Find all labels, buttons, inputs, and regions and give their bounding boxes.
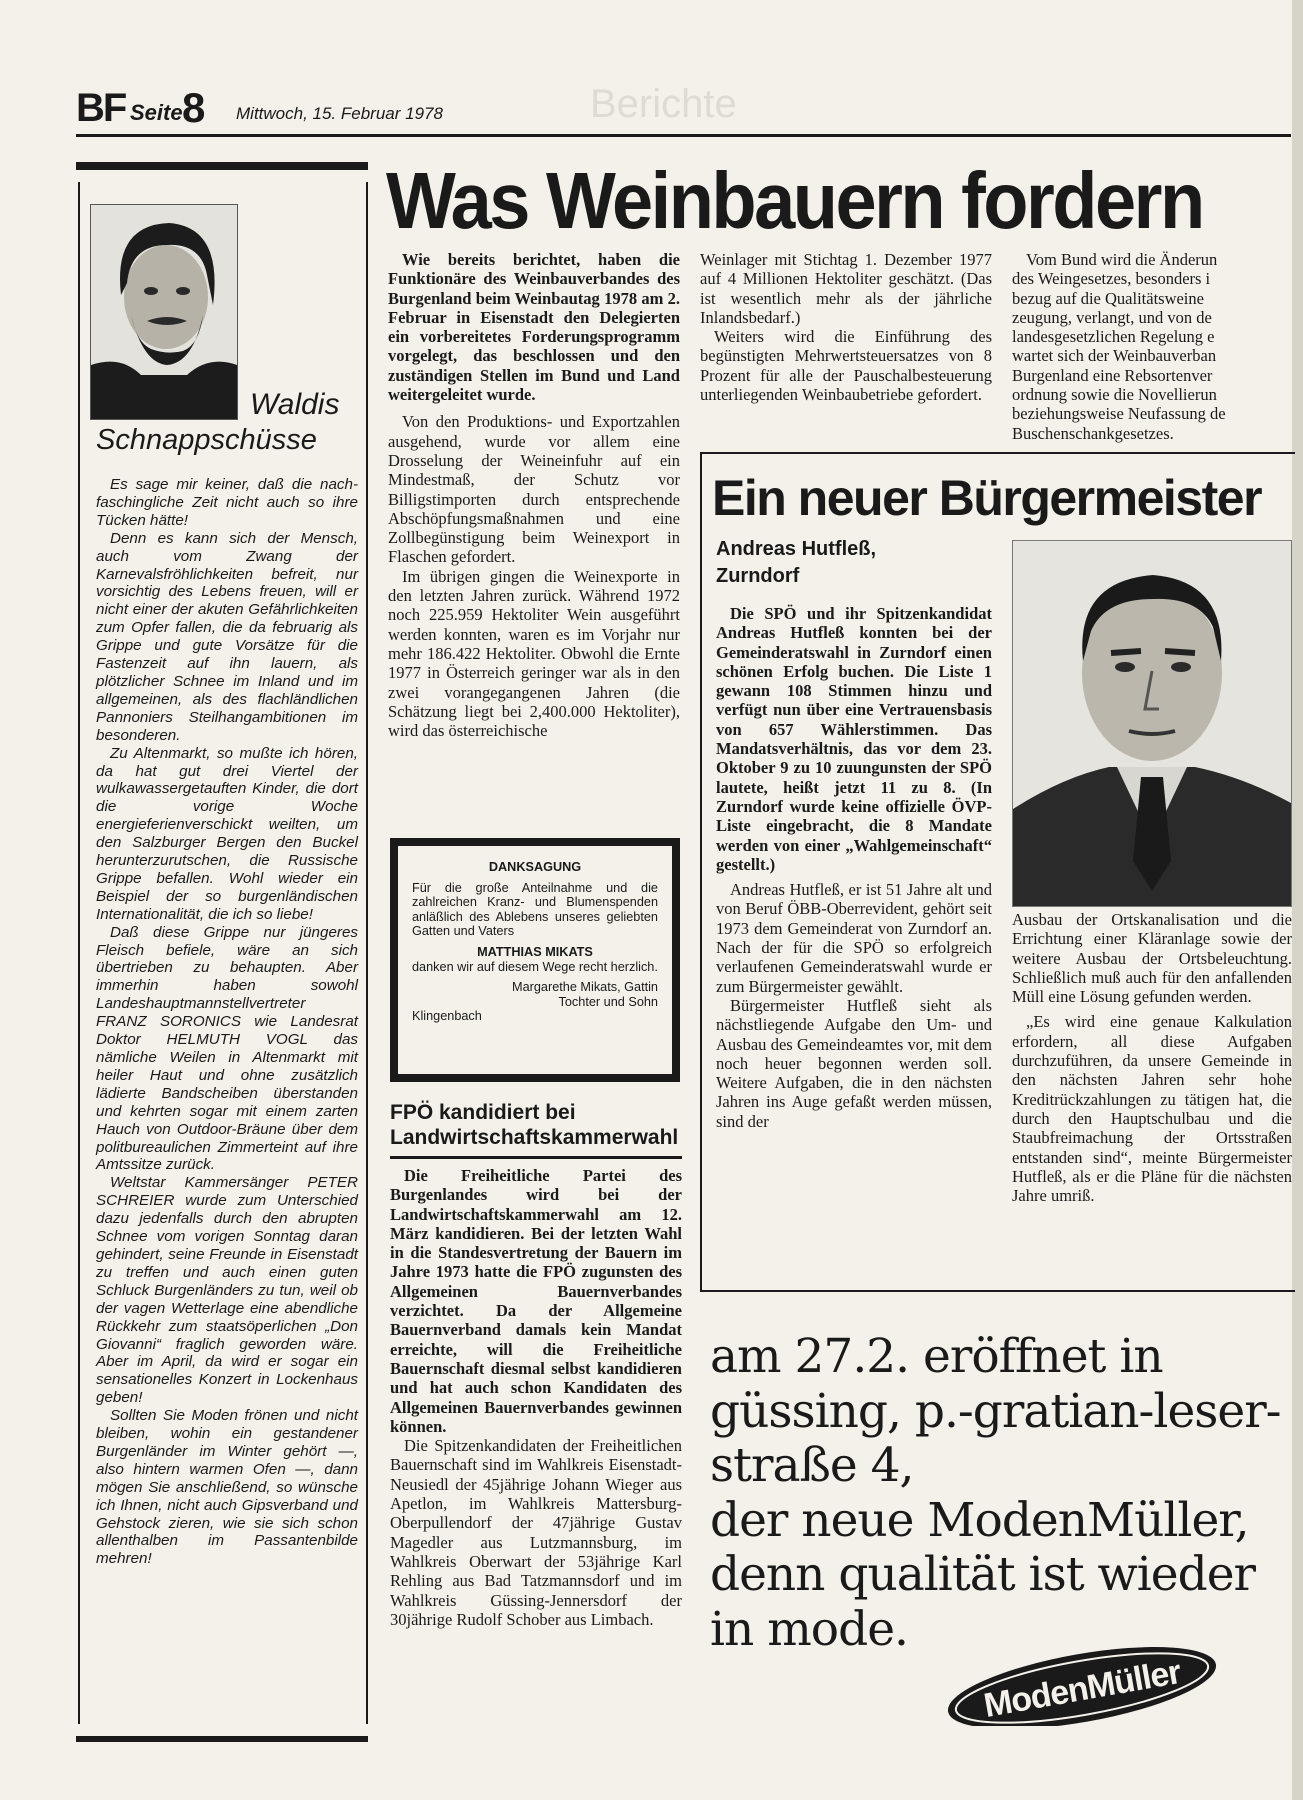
fpoe-headline: FPÖ kandidiert bei Landwirtschaftskammerwahl: [390, 1101, 679, 1149]
notice-name: MATTHIAS MIKATS: [477, 944, 593, 959]
main-headline: Was Weinbauern fordern: [386, 155, 1203, 246]
mayor-subhead-line: Andreas Hutfleß,: [716, 538, 877, 560]
notice-signature: Tochter und Sohn: [558, 994, 658, 1009]
main-article-lead: Wie bereits berichtet, haben die Funktionäre des Weinbauverbandes des Burgenland beim Weinbautag 1978 am 2. Februar in Eisenstadt den Delegierten ein vorbereitetes Forderungsprogramm vorgelegt, das beschlossen und den zuständigen Stellen im Bund und Land weitergeleitet wurde.: [388, 250, 680, 405]
mayor-paragraph: Andreas Hutfleß, er ist 51 Jahre alt und von Beruf ÖBB-Oberrevident, gehört seit 1973 dem Gemeinderat von Zurndorf an. Nach der für die SPÖ so erfolgreich verlaufenen Gemeinderatswahl wurde er zum Bürgermeister gewählt.: [716, 880, 992, 996]
notice-title: DANKSAGUNG: [488, 860, 582, 874]
column-top-bar: [76, 162, 368, 170]
notice-signature: Margarethe Mikats, Gattin: [512, 980, 658, 995]
main-article-line: ordnung sowie die Novellierun: [1012, 385, 1217, 405]
header-rule: [76, 134, 1291, 137]
modenmueller-logo: [940, 1640, 1224, 1726]
issue-date: Mittwoch, 15. Februar 1978: [236, 104, 443, 123]
mayor-paragraph: „Es wird eine genaue Kalkulation erfordern, all diese Aufgaben durchzuführen, da unsere Gemeinde in den nächsten Jahren sehr hohe Kreditrückzahlungen zu tätigen hat, die durch den Hauptschulbau und die Staubfreimachung der Ortsstraßen entstanden sind“, meinte Bürgermeister Hutfleß, als er die Pläne für die nächsten Jahre umriß.: [1012, 1012, 1292, 1206]
column-title-name: Waldis: [250, 388, 340, 421]
page-label: Seite: [130, 100, 183, 125]
mayor-article-column: [716, 604, 992, 1131]
mayor-portrait-icon: [1013, 541, 1291, 906]
ad-line: straße 4,: [710, 1438, 914, 1493]
ad-line: am 27.2. eröffnet in: [710, 1329, 1163, 1384]
mayor-headline: Ein neuer Bürgermeister: [712, 470, 1262, 526]
ad-line: der neue ModenMüller,: [710, 1492, 1249, 1548]
main-article-line: landesgesetzlichen Regelung e: [1012, 327, 1215, 347]
main-article-paragraph: Von den Produktions- und Exportzahlen ausgehend, wurde vor allem eine Drosselung der Weineinfuhr auf ein Mindestmaß, der Schutz vor Billigstimporten durch entsprechende Abschöpfungsmaßnahmen und eine Zollbegünstigung beim Weinexport in Flaschen gefordert.: [388, 412, 680, 567]
columnist-photo: [90, 204, 238, 420]
column-paragraph: Weltstar Kammersänger PETER SCHREIER wurde zum Unterschied dazu jedenfalls durch den abrupten Schnee vom vorigen Sonntag daran gehindert, seine Freunde in Eisenstadt zu treffen und auch einen guten Schluck Burgenländers zu tun, weil ob der vagen Wetterlage eine abendliche Rückkehr zum staatsöperlichen „Don Giovanni“ fraglich geworden wäre. Aber im April, da wird er sogar ein sensationelles Konzert in Lockenhaus geben!: [96, 1174, 358, 1407]
fpoe-paragraph: Die Spitzenkandidaten der Freiheitlichen Bauernschaft sind im Wahlkreis Eisenstadt-Neusiedl der 45jährige Johann Wieger aus Apetlon, im Wahlkreis Mattersburg-Oberpullendorf der 47jährige Gustav Magedler aus Lutzmannsburg, im Wahlkreis Oberwart der 53jährige Karl Rehling aus Bad Tatzmannsdorf und im Wahlkreis Güssing-Jennersdorf der 30jährige Rudolf Schober aus Limbach.: [390, 1436, 682, 1629]
bleed-through-text: Berichte: [590, 82, 737, 126]
notice-place: Klingenbach: [412, 1009, 482, 1024]
main-article-paragraph: Im übrigen gingen die Weinexporte in den letzten Jahren zurück. Während 1972 noch 225.959 Hektoliter Wein ausgeführt werden konnten, waren es im Vorjahr nur mehr 186.422 Hektoliter. Obwohl die Ernte 1977 in Österreich geringer war als in den zwei vorangegangenen Jahren (die Schätzung liegt bei 2,400.000 Hektoliter), wird das österreichische: [388, 566, 680, 741]
mayor-paragraph: Ausbau der Ortskanalisation und die Errichtung einer Kläranlage sowie der weitere Ausbau der Ortsbeleuchtung. Schließlich muß auch für den anfallenden Müll eine Lösung gefunden werden.: [1012, 910, 1292, 1007]
mayor-subhead-line: Zurndorf: [716, 565, 800, 587]
main-article-column-1: [388, 250, 680, 740]
notice-thanks: danken wir auf diesem Wege recht herzlich.: [412, 959, 658, 974]
main-article-paragraph: Weinlager mit Stichtag 1. Dezember 1977 auf 4 Millionen Hektoliter geschätzt. (Das ist wesentlich mehr als der jährliche Inlandsbedarf.): [700, 250, 992, 327]
main-article-line: wartet sich der Weinbauverban: [1012, 346, 1217, 366]
page-number: 8: [182, 84, 206, 131]
column-paragraph: Es sage mir keiner, daß die nach-faschingliche Zeit nicht auch so ihre Tücken hätte!: [96, 476, 358, 529]
main-article-paragraph: Weiters wird die Einführung des begünstigten Mehrwertsteuersatzes von 8 Prozent für alle der Pauschalbesteuerung unterliegenden Weinbaubetriebe gefordert.: [700, 327, 992, 405]
obituary-notice: [390, 838, 680, 1082]
mayor-lead: Die SPÖ und ihr Spitzenkandidat Andreas Hutfleß konnten bei der Gemeinderatswahl in Zurndorf einen schönen Erfolg buchen. Die Liste 1 gewann 108 Stimmen hinzu und verfügt nun über eine Vertrauensbasis von 657 Wählerstimmen. Das Mandatsverhältnis, das vor dem 23. Oktober 9 zu 10 zuungunsten der SPÖ lautete, heißt jetzt 11 zu 8. (In Zurndorf wurde keine offizielle ÖVP-Liste eingebracht, die 8 Mandate werden von einer „Wahlgemeinschaft“ gestellt.): [716, 604, 992, 874]
ad-line: güssing, p.-gratian-leser-: [710, 1383, 1281, 1439]
fpoe-article-body: [390, 1166, 682, 1629]
columnist-portrait-icon: [91, 205, 237, 419]
main-article-line: bezug auf die Qualitätsweine: [1012, 288, 1204, 308]
notice-body: Für die große Anteilnahme und die zahlreichen Kranz- und Blumenspenden anläßlich des Ablebens unseres geliebten Gatten und Vaters: [412, 880, 658, 939]
column-paragraph: Sollten Sie Moden frönen und nicht bleiben, wohin ein gestandener Burgenländer im Winter gehört —, also hintern warmen Ofen —, dann mögen Sie anschließend, so wünsche ich Ihnen, nicht auch Gipsverband und Gehstock zieren, wie sie sich schon allenthalben im Passantenbilde mehren!: [96, 1407, 358, 1568]
main-article-line: des Weingesetzes, besonders i: [1012, 269, 1211, 289]
ad-line: denn qualität ist wieder: [710, 1547, 1255, 1602]
newspaper-logo: BF: [76, 86, 126, 130]
mayor-paragraph: Bürgermeister Hutfleß sieht als nächstliegende Aufgabe den Um- und Ausbau des Gemeindeamtes vor, mit dem noch heuer begonnen werden soll. Weitere Aufgaben, die in den nächsten Jahren ins Auge gefaßt werden müssen, sind der: [716, 995, 992, 1131]
column-paragraph: Zu Altenmarkt, so mußte ich hören, da hat gut drei Viertel der wulkawassergetauften Kinder, die dort die vorige Woche energieferienverschickt weilten, um den Salzburger Bergen den Buckel herunterzurutschen, die Russische Grippe befallen. Wohl wieder ein Beispiel der so burgenländischen Internationalität, die ich so liebe!: [96, 744, 358, 923]
column-title: Schnappschüsse: [96, 424, 317, 456]
fpoe-rule: [390, 1156, 682, 1159]
column-paragraph: Daß diese Grippe nur jüngeres Fleisch befiele, wäre an sich übertrieben zu behaupten. Aber immerhin haben sowohl Landeshauptmannstellvertreter FRANZ SORONICS wie Landesrat Doktor HELMUTH VOGL das nämliche Weilen in Altenmarkt mit heiler Haut und ohne zusätzlich lädierte Bandscheiben überstanden und kehrten sogar mit einem zarten Hauch von Outdoor-Bräune über dem politbureaulichen Zimmerteint auf ihre Amtssitze zurück.: [96, 923, 358, 1174]
advertisement-text: [710, 1330, 1290, 1657]
main-article-column-2: [700, 250, 992, 404]
logo-text: ModenMüller: [981, 1653, 1184, 1725]
main-article-line: Vom Bund wird die Änderun: [1026, 250, 1218, 269]
mayor-photo: [1012, 540, 1292, 907]
mayor-article-right-column: [1012, 910, 1292, 1205]
column-bottom-bar: [76, 1736, 368, 1742]
ad-line: in mode.: [710, 1601, 908, 1657]
main-article-line: Burgenland eine Rebsortenver: [1012, 365, 1213, 385]
main-article-line: beziehungsweise Neufassung de: [1012, 404, 1226, 424]
column-paragraph: Denn es kann sich der Mensch, auch vom Zwang der Karnevalsfröhlichkeiten befreit, nur vorsichtig des Lebens freuen, will er nicht einer der akuten Gefährlichkeiten zum Opfer fallen, die da februarig als Grippe und gute Vorsätze für die Fastenzeit auf ihn lauern, als plötzlicher Schnee im Inland und im allgemeinen, als des flachländlichen Pannoniers Steilhangambitionen im besonderen.: [96, 529, 358, 744]
main-article-line: zeugung, verlangt, und von de: [1012, 307, 1212, 327]
main-article-line: Buschenschankgesetzes.: [1012, 423, 1174, 443]
mayor-subhead: [716, 536, 1016, 590]
fpoe-lead: Die Freiheitliche Partei des Burgenlandes wird bei der Landwirtschaftskammerwahl am 12. März kandidieren. Bei der letzten Wahl in die Standesvertretung der Bauern im Jahre 1973 hatte die FPÖ zugunsten des Allgemeinen Bauernverbandes verzichtet. Da der Allgemeine Bauernverband damals kein Mandat erreichte, will die Freiheitliche Bauernschaft diesmal selbst kandidieren und hat auch schon Kandidaten des Allgemeinen Bauernverbandes gewinnen können.: [390, 1166, 682, 1436]
column-body: [96, 476, 358, 1568]
main-article-column-3: [1012, 250, 1292, 443]
